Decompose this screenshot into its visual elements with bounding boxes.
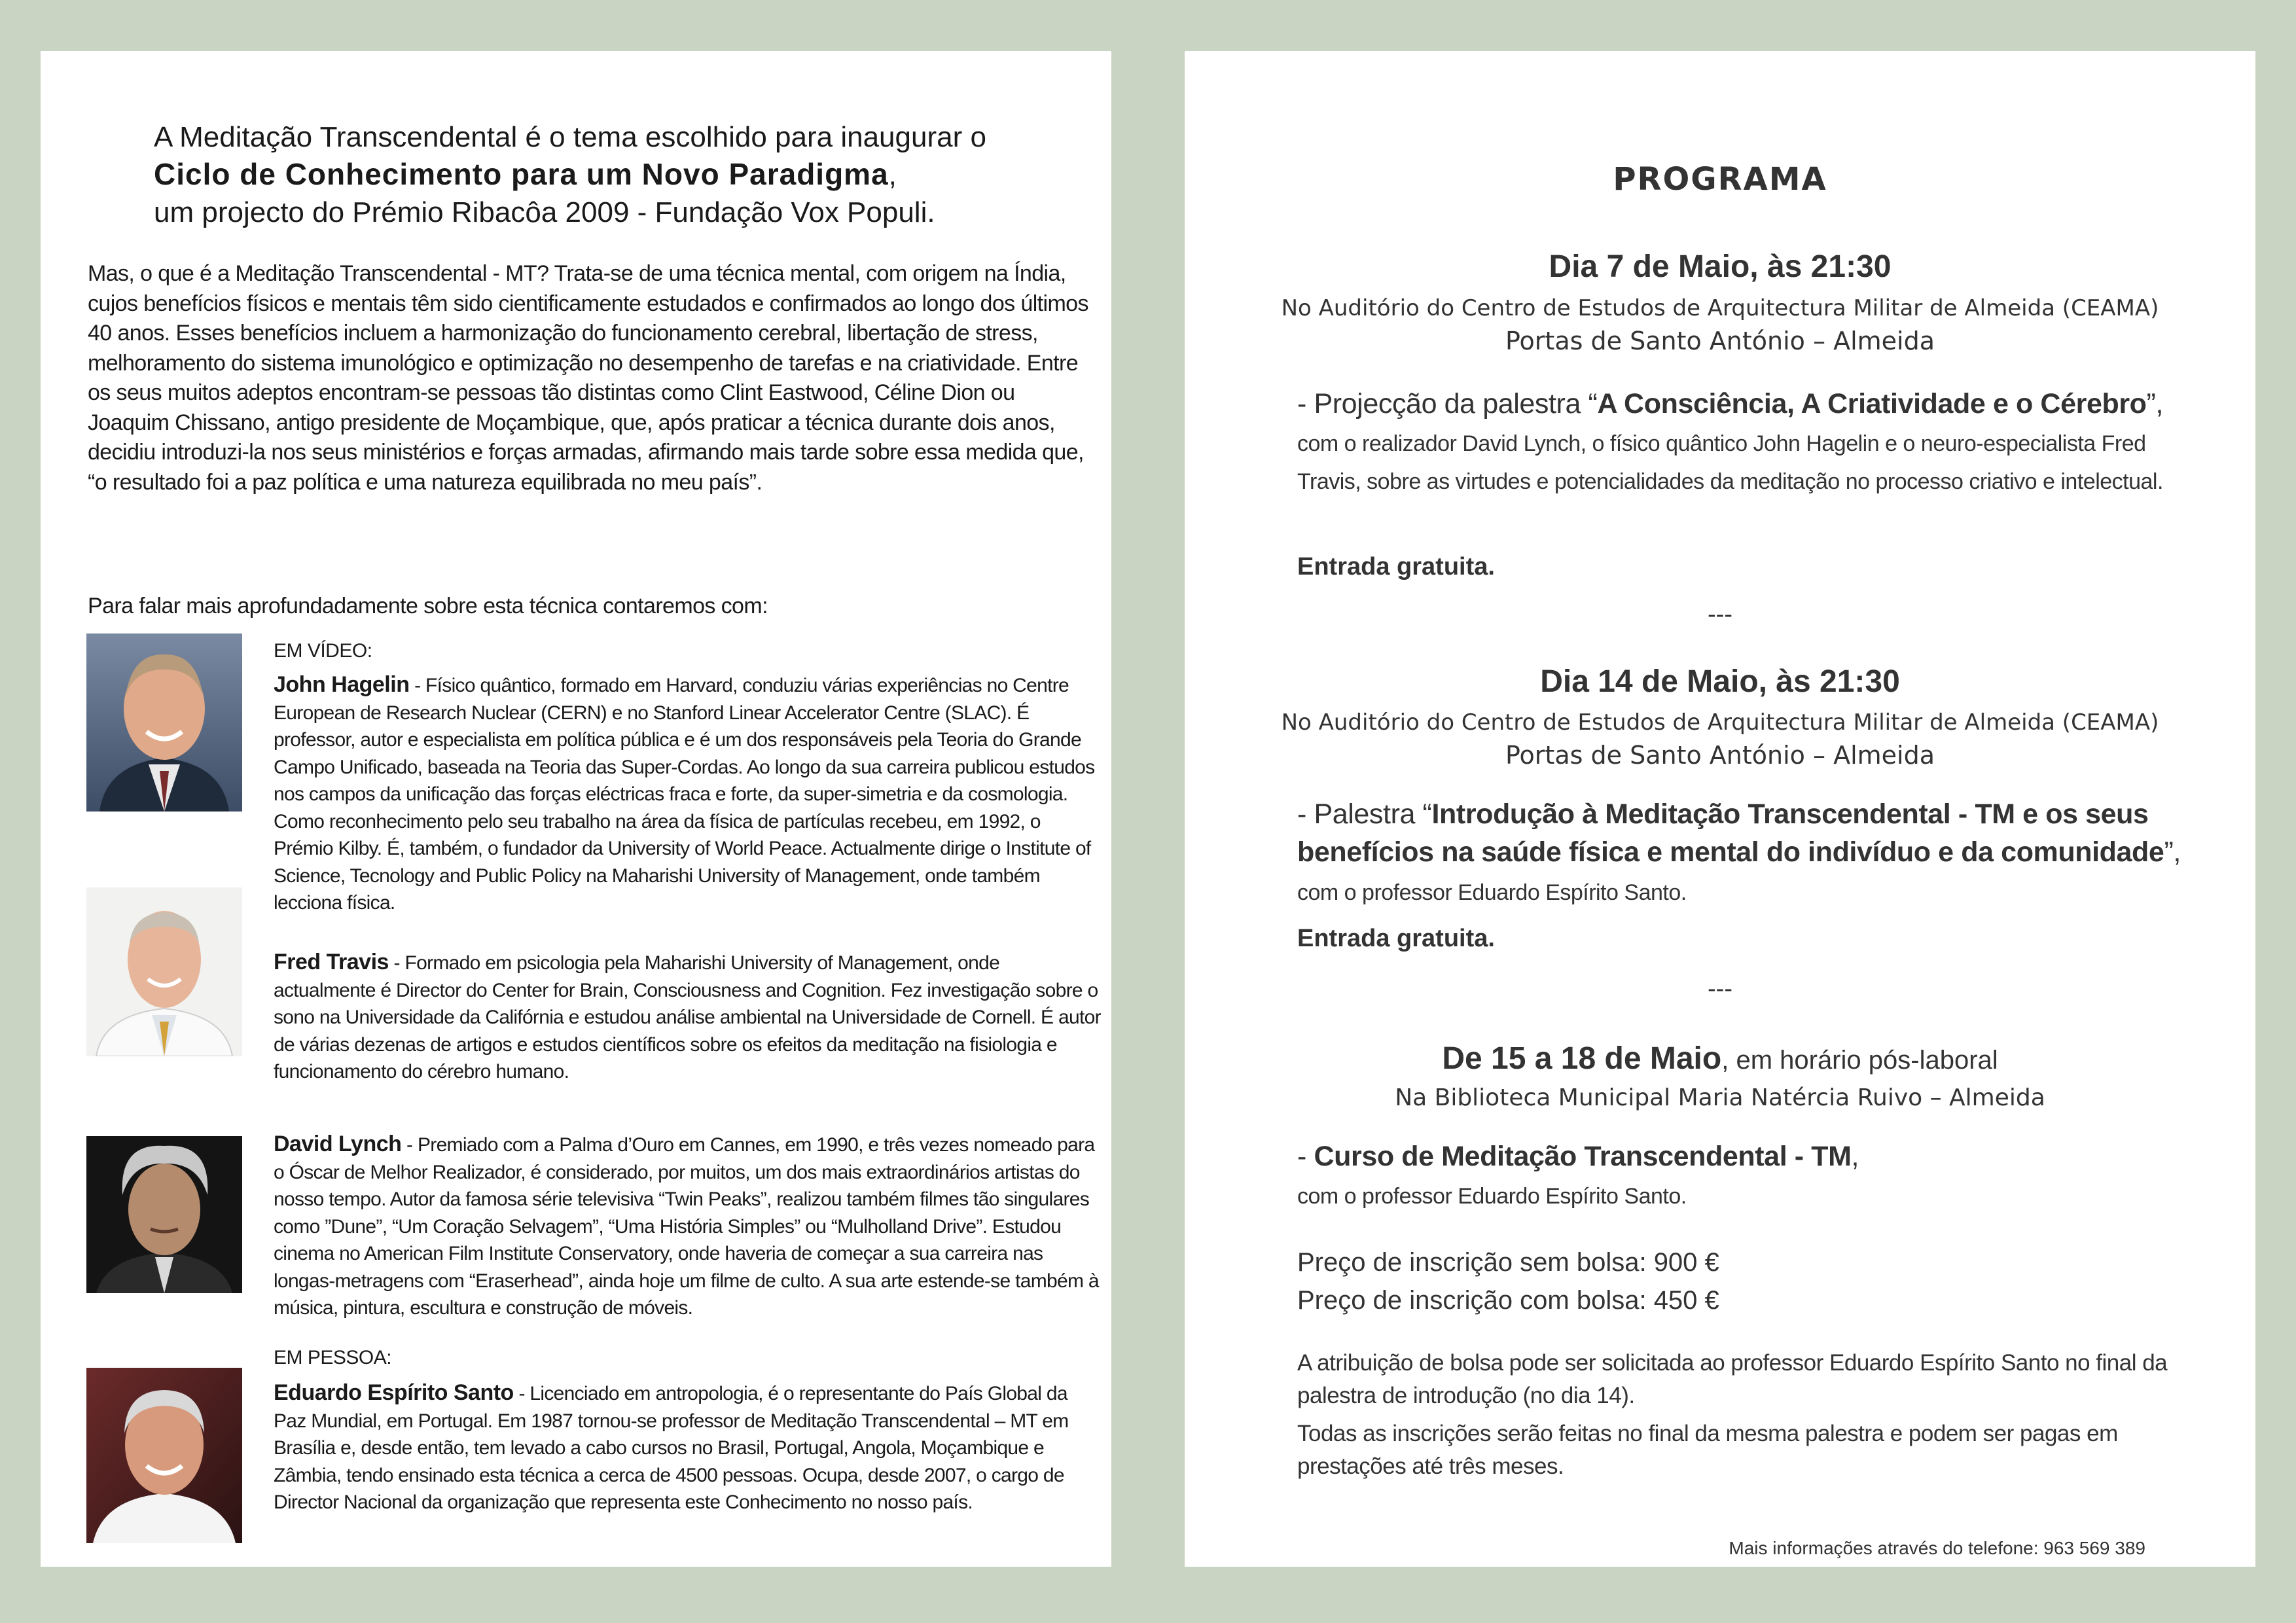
event-1-talk (1297, 385, 2187, 423)
event-1-detail: com o realizador David Lynch, o físico quântico John Hagelin e o neuro-especialista Fred Travis, sobre as virtudes e potencialidades da meditação no processo criativo e intelectual. (1297, 431, 2163, 494)
event-2-entry: Entrada gratuita. (1297, 925, 1495, 952)
event-2-date: Dia 14 de Maio, às 21:30 (1540, 664, 1900, 699)
left-page (41, 51, 1111, 1567)
talk-prefix: - Projecção da palestra “ (1297, 388, 1598, 419)
bio-name: Eduardo Espírito Santo (274, 1380, 514, 1405)
body-paragraph: Mas, o que é a Meditação Transcendental - MT? Trata-se de uma técnica mental, com origem na Índia, cujos benefícios físicos e mentais têm sido cientificamente estudados e confirmados ao longo dos últimos 40 anos. Esses benefícios incluem a harmonização do funcionamento cerebral, libertação de stress, melhoramento do sistema imunológico e optimização no desempenho de tarefas e na criatividade. Entre os seus muitos adeptos encontram-se pessoas tão distintas como Clint Eastwood, Céline Dion ou Joaquim Chissano, antigo presidente de Moçambique, que, após praticar a técnica durante dois anos, decidiu introduzi-la nos seus ministérios e forças armadas, afirmando mais tarde sobre essa medida que, “o resultado foi a paz política e uma natureza equilibrada no meu país”. (88, 261, 1088, 495)
talk-title: Curso de Meditação Transcendental - TM (1314, 1141, 1852, 1172)
bio-john-hagelin (274, 671, 1105, 917)
event-2-detail: com o professor Eduardo Espírito Santo. (1297, 880, 1687, 905)
event-3-detail: com o professor Eduardo Espírito Santo. (1297, 1184, 1687, 1209)
intro-line-3: um projecto do Prémio Ribacôa 2009 - Fundação Vox Populi. (154, 196, 935, 228)
photo-david-lynch (86, 1136, 242, 1293)
bio-david-lynch (274, 1131, 1105, 1322)
price-without-grant: Preço de inscrição sem bolsa: 900 € (1297, 1248, 1719, 1277)
intro-line-2-rest: , (888, 159, 897, 191)
person-section-label: EM PESSOA: (274, 1347, 392, 1368)
event-1-venue-line-2: Portas de Santo António – Almeida (1505, 327, 1935, 355)
bio-text: - Licenciado em antropologia, é o representante do País Global da Paz Mundial, em Portugal. Em 1987 tornou-se professor de Meditação Transcendental – MT em Brasília e, desde então, tem levado a cabo cursos no Brasil, Portugal, Angola, Moçambique e Zâmbia, tendo ensinado esta técnica a cerca de 4500 pessoas. Ocupa, desde 2007, o cargo de Director Nacional da organização que representa este Conhecimento no nosso país. (274, 1383, 1069, 1513)
bio-name: David Lynch (274, 1132, 402, 1156)
bio-text: - Formado em psicologia pela Maharishi University of Management, onde actualmente é Director do Center for Brain, Consciousness and Cognition. Fez investigação sobre o sono na Universidade da Califórnia e estudou análise ambiental na Universidade de Cornell. É autor de várias dezenas de artigos e estudos científicos sobre os efeitos da meditação na fisiologia e funcionamento do cérebro humano. (274, 952, 1101, 1082)
bio-fred-travis (274, 949, 1105, 1086)
event-3-venue: Na Biblioteca Municipal Maria Natércia Ruivo – Almeida (1395, 1084, 2045, 1111)
price-with-grant: Preço de inscrição com bolsa: 450 € (1297, 1286, 1719, 1315)
grant-note: A atribuição de bolsa pode ser solicitada ao professor Eduardo Espírito Santo no final da palestra de introdução (no dia 14). (1297, 1350, 2168, 1408)
bio-text: - Premiado com a Palma d’Ouro em Cannes, em 1990, e três vezes nomeado para o Óscar de Melhor Realizador, é considerado, por muitos, um dos mais extraordinários artistas do nosso tempo. Autor da famosa série televisiva “Twin Peaks”, realizou também filmes tão singulares como ”Dune”, “Um Coração Selvagem”, “Uma História Simples” ou “Mulholland Drive”. Estudou cinema no American Film Institute Conservatory, onde haveria de começar a sua carreira nas longas-metragens com “Eraserhead”, ainda hoje um filme de culto. A sua arte estende-se também à música, pintura, escultura e construção de móveis. (274, 1134, 1099, 1319)
event-3-date (1185, 1041, 2255, 1077)
photo-fred-travis (86, 887, 242, 1056)
intro-line-1: A Meditação Transcendental é o tema escolhido para inaugurar o (154, 121, 986, 153)
event-2-talk (1297, 795, 2187, 871)
talk-suffix: ”, (2164, 836, 2181, 868)
talk-suffix: , (1851, 1141, 1859, 1172)
talk-prefix: - Palestra “ (1297, 798, 1432, 830)
video-section-label: EM VÍDEO: (274, 640, 372, 662)
photo-john-hagelin (86, 633, 242, 812)
event-3-talk (1297, 1137, 2187, 1175)
event-2-venue-line-2: Portas de Santo António – Almeida (1505, 741, 1935, 770)
talk-suffix: ”, (2146, 388, 2163, 419)
bio-name: John Hagelin (274, 672, 410, 697)
talk-title: Introdução à Meditação Transcendental - TM e os seus benefícios na saúde física e mental do indivíduo e da comunidade (1297, 798, 2164, 868)
event-1-entry: Entrada gratuita. (1297, 553, 1495, 580)
bio-name: Fred Travis (274, 950, 389, 974)
event-1-date: Dia 7 de Maio, às 21:30 (1549, 249, 1892, 284)
programa-title: PROGRAMA (1613, 161, 1827, 198)
talk-prefix: - (1297, 1141, 1314, 1172)
right-page (1185, 51, 2255, 1567)
lead-paragraph: Para falar mais aprofundadamente sobre esta técnica contaremos com: (88, 594, 768, 618)
event-2-venue-line-1: No Auditório do Centro de Estudos de Arquitectura Militar de Almeida (CEAMA) (1281, 709, 2159, 736)
event-1-venue-line-1: No Auditório do Centro de Estudos de Arquitectura Militar de Almeida (CEAMA) (1281, 295, 2159, 321)
intro-heading (154, 118, 1018, 231)
bio-eduardo-espirito-santo (274, 1380, 1105, 1516)
event-3-date-rest: , em horário pós-laboral (1721, 1046, 1998, 1075)
registration-note: Todas as inscrições serão feitas no final da mesma palestra e podem ser pagas em prestações até três meses. (1297, 1421, 2118, 1479)
separator-2: --- (1708, 975, 1732, 1003)
event-3-date-bold: De 15 a 18 de Maio (1442, 1041, 1722, 1076)
talk-title: A Consciência, A Criatividade e o Cérebro (1597, 388, 2147, 419)
bio-text: - Físico quântico, formado em Harvard, conduziu várias experiências no Centre European de Research Nuclear (CERN) e no Stanford Linear Accelerator Centre (SLAC). É professor, autor e especialista em política pública e é um dos responsáveis pela Teoria do Grande Campo Unificado, baseada na Teoria das Super-Cordas. Ao longo da sua carreira publicou estudos nos campos da unificação das forças eléctricas fraca e forte, da super-simetria e da cosmologia. Como reconhecimento pelo seu trabalho na área da física de partículas recebeu, em 1992, o Prémio Kilby. É, também, o fundador da University of World Peace. Actualmente dirige o Institute of Science, Tecnology and Public Policy na Maharishi University of Management, onde também lecciona física. (274, 675, 1095, 914)
intro-line-2 (154, 156, 1018, 194)
contact-info: Mais informações através do telefone: 963 569 389 (1729, 1538, 2145, 1558)
cycle-title: Ciclo de Conhecimento para um Novo Paradigma (154, 157, 889, 191)
separator-1: --- (1708, 601, 1732, 628)
photo-eduardo-espirito-santo (86, 1368, 242, 1543)
